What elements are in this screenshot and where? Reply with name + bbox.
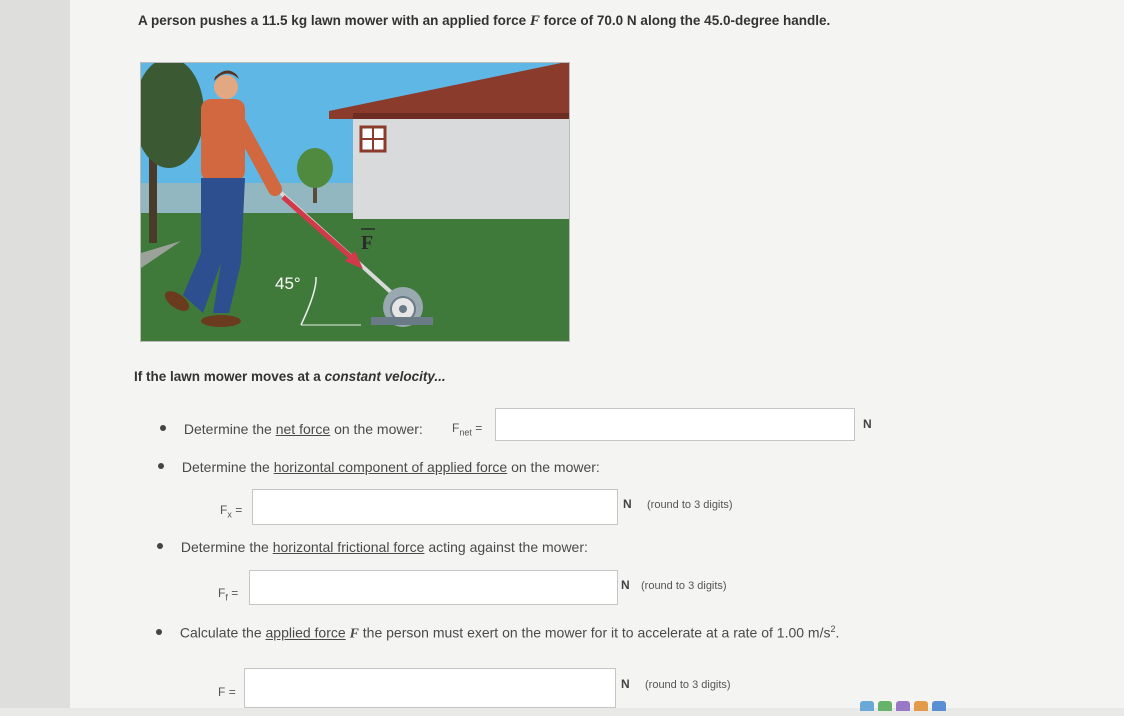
q3-pre: Determine the	[180, 539, 269, 555]
q4-exponent: 2	[830, 624, 836, 634]
condition-prompt	[134, 369, 446, 384]
force-symbol: F	[529, 13, 540, 29]
f-label	[218, 685, 236, 699]
q1-pre: Determine the	[183, 421, 272, 437]
fnet-label	[452, 421, 482, 437]
left-margin	[0, 0, 70, 708]
bullet	[156, 629, 162, 635]
q2-post: on the mower:	[511, 459, 600, 475]
ff-answer-input[interactable]	[249, 570, 618, 605]
f-label-eq: =	[228, 685, 236, 699]
bullet	[158, 463, 164, 469]
taskbar-app-icon[interactable]	[878, 701, 892, 711]
taskbar-fragment	[860, 698, 970, 708]
fnet-label-sub: net	[459, 427, 472, 438]
problem-tail: force of 70.0 N along the 45.0-degree handle.	[543, 13, 831, 28]
fnet-unit: N	[863, 417, 872, 431]
q4-end: .	[835, 624, 840, 641]
q1-post: on the mower:	[334, 421, 423, 437]
ff-label-sub: f	[225, 592, 228, 603]
question-horizontal-component	[158, 459, 600, 475]
ff-label-eq: =	[231, 586, 239, 600]
bullet	[157, 543, 163, 549]
fx-rounding-note: (round to 3 digits)	[647, 499, 733, 511]
taskbar-app-icon[interactable]	[860, 701, 874, 711]
q4-link-applied-force[interactable]: applied force	[265, 624, 346, 641]
f-rounding-note: (round to 3 digits)	[645, 679, 731, 691]
fx-label-main: F	[220, 503, 228, 517]
illustration-svg	[141, 63, 569, 341]
f-unit: N	[621, 677, 630, 691]
fx-label-sub: x	[227, 509, 232, 520]
ff-unit: N	[621, 578, 630, 592]
ff-rounding-note: (round to 3 digits)	[641, 580, 727, 592]
prompt-emphasis: constant velocity...	[324, 369, 446, 384]
force-vector-label: F	[361, 232, 374, 254]
fnet-answer-input[interactable]	[495, 408, 855, 441]
q3-post: acting against the mower:	[428, 539, 588, 555]
q4-pre: Calculate the	[179, 624, 262, 641]
q1-link-net-force[interactable]: net force	[275, 421, 331, 437]
angle-label: 45°	[275, 274, 301, 293]
taskbar-app-icon[interactable]	[932, 701, 946, 711]
question-net-force	[160, 421, 423, 437]
fx-label	[220, 503, 242, 519]
f-answer-input[interactable]	[244, 668, 616, 708]
q2-pre: Determine the	[181, 459, 270, 475]
prompt-lead: If the lawn mower moves at a	[134, 369, 321, 384]
lawn-mower-illustration	[140, 62, 570, 342]
q2-link-horizontal-component[interactable]: horizontal component of applied force	[273, 459, 508, 475]
problem-lead: A person pushes a 11.5 kg lawn mower with an applied force	[138, 13, 527, 28]
question-applied-force	[156, 624, 839, 643]
question-frictional-force	[157, 539, 588, 555]
fnet-label-main: F	[452, 421, 460, 435]
f-label-main: F	[218, 685, 226, 699]
bullet	[160, 425, 166, 431]
taskbar-app-icon[interactable]	[914, 701, 928, 711]
ff-label	[218, 586, 238, 602]
q4-force-symbol: F	[349, 626, 359, 642]
fx-label-eq: =	[235, 503, 243, 517]
q4-post: the person must exert on the mower for it to accelerate at a rate of 1.00 m/s	[362, 624, 831, 641]
q3-link-frictional-force[interactable]: horizontal frictional force	[272, 539, 425, 555]
taskbar-app-icon[interactable]	[896, 701, 910, 711]
fnet-label-eq: =	[475, 421, 483, 435]
fx-answer-input[interactable]	[252, 489, 618, 525]
problem-statement	[138, 13, 830, 30]
fx-unit: N	[623, 497, 632, 511]
ff-label-main: F	[218, 586, 226, 600]
